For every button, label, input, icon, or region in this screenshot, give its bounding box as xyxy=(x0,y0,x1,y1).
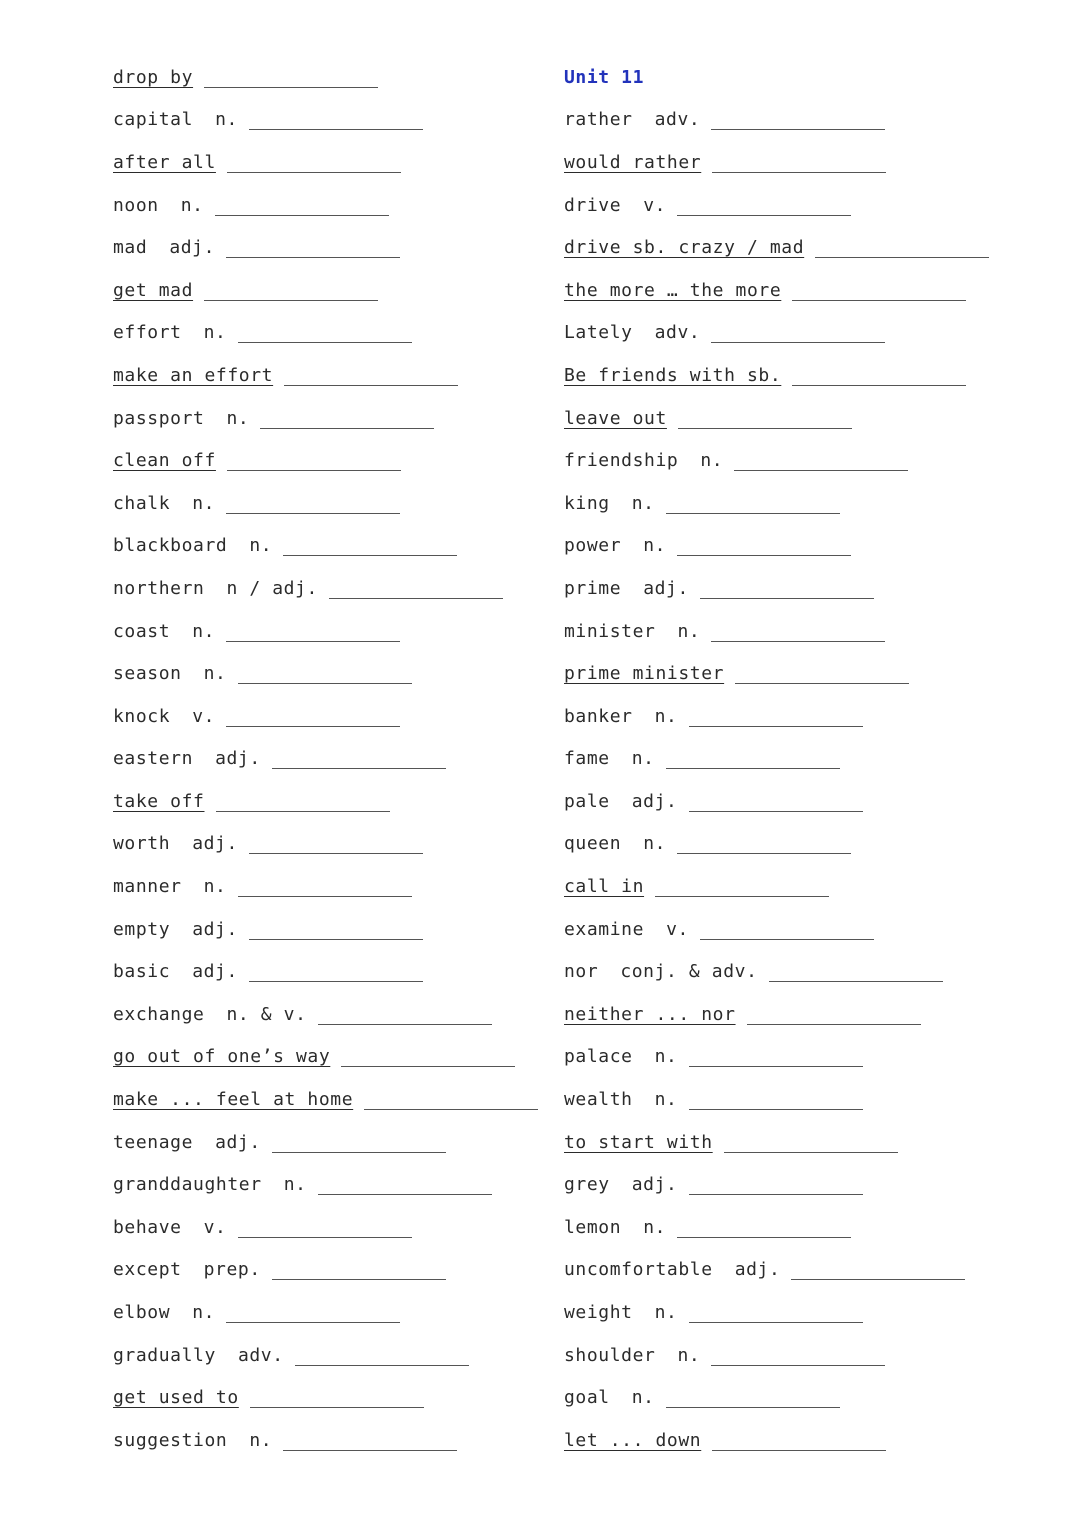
part-of-speech: adj. xyxy=(631,1174,678,1196)
answer-blank-line[interactable] xyxy=(677,535,851,556)
part-of-speech: v. xyxy=(666,918,689,940)
vocab-row xyxy=(564,1036,989,1079)
answer-blank-line[interactable] xyxy=(249,961,423,982)
vocab-row xyxy=(113,950,538,993)
answer-blank-line[interactable] xyxy=(711,621,885,642)
part-of-speech: n. xyxy=(249,535,273,557)
part-of-speech: n. xyxy=(643,535,667,557)
vocab-row xyxy=(564,695,989,738)
part-of-speech: n. xyxy=(677,620,701,642)
answer-blank-line[interactable] xyxy=(226,237,400,258)
part-of-speech: n. xyxy=(654,705,678,727)
part-of-speech: adj. xyxy=(192,918,238,940)
part-of-speech: adj. xyxy=(192,961,238,983)
vocab-row xyxy=(113,738,538,781)
part-of-speech: n. xyxy=(203,322,227,344)
vocab-row xyxy=(113,567,538,610)
answer-blank-line[interactable] xyxy=(226,621,400,642)
vocab-phrase: go out of one’s way xyxy=(113,1046,331,1068)
vocab-row xyxy=(564,1163,989,1206)
answer-blank-line[interactable] xyxy=(666,493,840,514)
part-of-speech: adv. xyxy=(654,322,701,344)
vocab-word: empty xyxy=(113,918,171,940)
answer-blank-line[interactable] xyxy=(666,748,840,769)
part-of-speech: n. xyxy=(192,1302,216,1324)
vocab-row xyxy=(113,141,538,184)
part-of-speech: adj. xyxy=(631,790,678,812)
vocab-row xyxy=(564,525,989,568)
vocab-word: manner xyxy=(113,876,182,898)
answer-blank-line[interactable] xyxy=(226,493,400,514)
answer-blank-line[interactable] xyxy=(677,833,851,854)
vocab-word: noon xyxy=(113,194,159,216)
vocab-word: knock xyxy=(113,705,171,727)
vocab-phrase: make ... feel at home xyxy=(113,1089,354,1111)
answer-blank-line[interactable] xyxy=(689,1089,863,1110)
vocab-word: Lately xyxy=(564,322,633,344)
vocab-word: uncomfortable xyxy=(564,1259,713,1281)
vocab-row xyxy=(113,1376,538,1419)
answer-blank-line[interactable] xyxy=(677,195,851,216)
part-of-speech: adj. xyxy=(169,237,216,259)
answer-blank-line[interactable] xyxy=(284,365,458,386)
part-of-speech: n. xyxy=(654,1089,678,1111)
vocab-phrase: Be friends with sb. xyxy=(564,364,782,386)
vocab-row xyxy=(113,823,538,866)
part-of-speech: n. xyxy=(654,1302,678,1324)
vocab-row xyxy=(113,184,538,227)
answer-blank-line[interactable] xyxy=(283,1430,457,1451)
answer-blank-line[interactable] xyxy=(238,322,412,343)
answer-blank-line[interactable] xyxy=(712,152,886,173)
vocab-word: capital xyxy=(113,109,194,131)
vocab-phrase: clean off xyxy=(113,450,216,472)
part-of-speech: n. & v. xyxy=(226,1003,307,1025)
unit-title: Unit 11 xyxy=(564,66,645,88)
vocab-row xyxy=(113,525,538,568)
vocab-row xyxy=(113,269,538,312)
vocab-word: drive xyxy=(564,194,622,216)
vocab-phrase: to start with xyxy=(564,1131,713,1153)
part-of-speech: n. xyxy=(226,407,250,429)
vocab-row xyxy=(113,695,538,738)
vocab-row xyxy=(564,141,989,184)
part-of-speech: n. xyxy=(215,109,238,131)
vocab-phrase: drive sb. crazy / mad xyxy=(564,237,805,259)
vocab-phrase: neither ... nor xyxy=(564,1003,736,1025)
vocab-word: granddaughter xyxy=(113,1174,262,1196)
answer-blank-line[interactable] xyxy=(215,195,389,216)
vocab-phrase: prime minister xyxy=(564,663,725,685)
vocab-row xyxy=(564,99,989,142)
part-of-speech: n. xyxy=(677,1344,701,1366)
part-of-speech: adj. xyxy=(734,1259,781,1281)
vocab-phrase: make an effort xyxy=(113,364,274,386)
part-of-speech: v. xyxy=(192,705,216,727)
vocab-row xyxy=(113,610,538,653)
vocab-row xyxy=(113,1078,538,1121)
vocab-word: elbow xyxy=(113,1302,171,1324)
vocab-word: prime xyxy=(564,577,622,599)
answer-blank-line[interactable] xyxy=(815,237,989,258)
answer-blank-line[interactable] xyxy=(341,1046,515,1067)
answer-blank-line[interactable] xyxy=(249,919,423,940)
vocab-word: king xyxy=(564,492,610,514)
vocab-row xyxy=(564,865,989,908)
vocab-phrase: call in xyxy=(564,876,645,898)
part-of-speech: prep. xyxy=(203,1259,261,1281)
vocab-row xyxy=(564,1249,989,1292)
answer-blank-line[interactable] xyxy=(689,706,863,727)
part-of-speech: conj. & adv. xyxy=(620,961,758,983)
part-of-speech: n. xyxy=(203,663,227,685)
answer-blank-line[interactable] xyxy=(700,919,874,940)
vocab-row xyxy=(564,397,989,440)
part-of-speech: n. xyxy=(700,450,724,472)
answer-blank-line[interactable] xyxy=(792,280,966,301)
vocab-row xyxy=(113,1249,538,1292)
part-of-speech: adj. xyxy=(215,748,261,770)
vocab-row xyxy=(113,312,538,355)
vocab-word: chalk xyxy=(113,492,171,514)
vocab-row xyxy=(564,610,989,653)
vocab-word: effort xyxy=(113,322,182,344)
vocab-row xyxy=(113,439,538,482)
answer-blank-line[interactable] xyxy=(689,1046,863,1067)
vocab-word: minister xyxy=(564,620,656,642)
vocab-row xyxy=(564,1078,989,1121)
vocab-row xyxy=(113,780,538,823)
vocab-row xyxy=(564,269,989,312)
answer-blank-line[interactable] xyxy=(678,408,852,429)
unit-title-row xyxy=(564,56,989,99)
part-of-speech: v. xyxy=(643,194,667,216)
vocab-row xyxy=(564,738,989,781)
answer-blank-line[interactable] xyxy=(689,1174,863,1195)
answer-blank-line[interactable] xyxy=(272,1132,446,1153)
vocab-word: blackboard xyxy=(113,535,228,557)
vocab-phrase: let ... down xyxy=(564,1429,702,1451)
vocab-row xyxy=(113,1163,538,1206)
vocab-row xyxy=(113,482,538,525)
answer-blank-line[interactable] xyxy=(689,791,863,812)
answer-blank-line[interactable] xyxy=(204,67,378,88)
answer-blank-line[interactable] xyxy=(272,1259,446,1280)
answer-blank-line[interactable] xyxy=(711,322,885,343)
vocab-row xyxy=(564,184,989,227)
answer-blank-line[interactable] xyxy=(249,109,423,130)
answer-blank-line[interactable] xyxy=(283,535,457,556)
vocab-row xyxy=(564,1419,989,1462)
part-of-speech: n. xyxy=(249,1429,273,1451)
answer-blank-line[interactable] xyxy=(238,1217,412,1238)
vocab-word: grey xyxy=(564,1174,610,1196)
vocab-word: basic xyxy=(113,961,171,983)
part-of-speech: n. xyxy=(654,1046,678,1068)
part-of-speech: n. xyxy=(192,492,216,514)
vocab-row xyxy=(564,993,989,1036)
vocab-word: except xyxy=(113,1259,182,1281)
vocab-phrase: after all xyxy=(113,151,216,173)
vocab-phrase: get mad xyxy=(113,279,194,301)
answer-blank-line[interactable] xyxy=(260,408,434,429)
vocab-word: gradually xyxy=(113,1344,216,1366)
vocab-word: queen xyxy=(564,833,622,855)
vocab-word: lemon xyxy=(564,1216,622,1238)
part-of-speech: n. xyxy=(631,1387,655,1409)
vocab-row xyxy=(113,397,538,440)
answer-blank-line[interactable] xyxy=(711,109,885,130)
vocab-word: nor xyxy=(564,961,599,983)
vocab-row xyxy=(113,1121,538,1164)
vocab-word: goal xyxy=(564,1387,610,1409)
vocab-word: suggestion xyxy=(113,1429,228,1451)
answer-blank-line[interactable] xyxy=(791,1259,965,1280)
vocab-word: exchange xyxy=(113,1003,205,1025)
vocab-row xyxy=(113,1291,538,1334)
vocab-word: rather xyxy=(564,109,633,131)
vocab-word: examine xyxy=(564,918,645,940)
vocab-row xyxy=(564,780,989,823)
answer-blank-line[interactable] xyxy=(318,1004,492,1025)
answer-blank-line[interactable] xyxy=(329,578,503,599)
vocab-row xyxy=(564,567,989,610)
answer-blank-line[interactable] xyxy=(655,876,829,897)
answer-blank-line[interactable] xyxy=(204,280,378,301)
vocab-phrase: would rather xyxy=(564,151,702,173)
vocab-row xyxy=(564,823,989,866)
answer-blank-line[interactable] xyxy=(272,748,446,769)
vocab-phrase: the more … the more xyxy=(564,279,782,301)
vocab-word: mad xyxy=(113,237,148,259)
right-column xyxy=(564,56,989,1462)
part-of-speech: n. xyxy=(631,492,655,514)
answer-blank-line[interactable] xyxy=(226,1302,400,1323)
vocab-word: eastern xyxy=(113,748,194,770)
vocab-row xyxy=(564,1376,989,1419)
part-of-speech: adj. xyxy=(643,577,689,599)
vocab-word: teenage xyxy=(113,1131,194,1153)
answer-blank-line[interactable] xyxy=(227,450,401,471)
answer-blank-line[interactable] xyxy=(689,1302,863,1323)
vocab-row xyxy=(113,1036,538,1079)
vocab-phrase: drop by xyxy=(113,66,194,88)
vocab-row xyxy=(564,652,989,695)
vocab-row xyxy=(564,226,989,269)
answer-blank-line[interactable] xyxy=(227,152,401,173)
vocab-row xyxy=(564,1291,989,1334)
vocab-word: wealth xyxy=(564,1089,633,1111)
part-of-speech: adj. xyxy=(215,1131,261,1153)
answer-blank-line[interactable] xyxy=(724,1132,898,1153)
part-of-speech: n. xyxy=(643,1216,667,1238)
vocab-row xyxy=(113,652,538,695)
vocab-row xyxy=(564,950,989,993)
answer-blank-line[interactable] xyxy=(734,450,908,471)
answer-blank-line[interactable] xyxy=(238,663,412,684)
vocab-row xyxy=(564,1334,989,1377)
vocab-phrase: get used to xyxy=(113,1387,239,1409)
vocab-row xyxy=(113,226,538,269)
vocab-word: shoulder xyxy=(564,1344,656,1366)
vocab-row xyxy=(113,56,538,99)
answer-blank-line[interactable] xyxy=(677,1217,851,1238)
answer-blank-line[interactable] xyxy=(792,365,966,386)
part-of-speech: adv. xyxy=(237,1344,284,1366)
answer-blank-line[interactable] xyxy=(216,791,390,812)
vocab-row xyxy=(564,908,989,951)
vocab-row xyxy=(113,1206,538,1249)
vocab-word: power xyxy=(564,535,622,557)
vocab-row xyxy=(564,1206,989,1249)
answer-blank-line[interactable] xyxy=(318,1174,492,1195)
answer-blank-line[interactable] xyxy=(364,1089,538,1110)
vocab-word: fame xyxy=(564,748,610,770)
part-of-speech: n. xyxy=(631,748,655,770)
part-of-speech: n / adj. xyxy=(226,577,318,599)
answer-blank-line[interactable] xyxy=(747,1004,921,1025)
vocab-word: palace xyxy=(564,1046,633,1068)
vocab-row xyxy=(564,1121,989,1164)
vocab-word: passport xyxy=(113,407,205,429)
part-of-speech: n. xyxy=(283,1174,307,1196)
vocab-row xyxy=(113,908,538,951)
answer-blank-line[interactable] xyxy=(249,833,423,854)
answer-blank-line[interactable] xyxy=(712,1430,886,1451)
vocab-word: behave xyxy=(113,1216,182,1238)
part-of-speech: n. xyxy=(192,620,216,642)
vocab-row xyxy=(113,865,538,908)
answer-blank-line[interactable] xyxy=(250,1387,424,1408)
vocab-row xyxy=(564,439,989,482)
vocab-row xyxy=(113,99,538,142)
vocab-word: pale xyxy=(564,790,610,812)
vocab-row xyxy=(564,482,989,525)
vocab-word: friendship xyxy=(564,450,679,472)
part-of-speech: n. xyxy=(180,194,204,216)
part-of-speech: v. xyxy=(203,1216,227,1238)
answer-blank-line[interactable] xyxy=(295,1345,469,1366)
answer-blank-line[interactable] xyxy=(769,961,943,982)
vocab-row xyxy=(113,1419,538,1462)
vocab-row xyxy=(113,1334,538,1377)
vocab-phrase: take off xyxy=(113,790,205,812)
vocab-row xyxy=(564,354,989,397)
vocab-word: season xyxy=(113,663,182,685)
vocab-word: northern xyxy=(113,577,205,599)
part-of-speech: n. xyxy=(203,876,227,898)
vocab-word: banker xyxy=(564,705,633,727)
left-column xyxy=(113,56,538,1462)
vocab-word: coast xyxy=(113,620,171,642)
answer-blank-line[interactable] xyxy=(666,1387,840,1408)
vocab-word: worth xyxy=(113,833,171,855)
vocab-phrase: leave out xyxy=(564,407,667,429)
answer-blank-line[interactable] xyxy=(238,876,412,897)
vocab-row xyxy=(564,312,989,355)
answer-blank-line[interactable] xyxy=(735,663,909,684)
part-of-speech: adv. xyxy=(654,109,701,131)
part-of-speech: adj. xyxy=(192,833,238,855)
vocab-row xyxy=(113,354,538,397)
answer-blank-line[interactable] xyxy=(711,1345,885,1366)
part-of-speech: n. xyxy=(643,833,667,855)
answer-blank-line[interactable] xyxy=(700,578,874,599)
vocab-word: weight xyxy=(564,1302,633,1324)
vocab-row xyxy=(113,993,538,1036)
answer-blank-line[interactable] xyxy=(226,706,400,727)
